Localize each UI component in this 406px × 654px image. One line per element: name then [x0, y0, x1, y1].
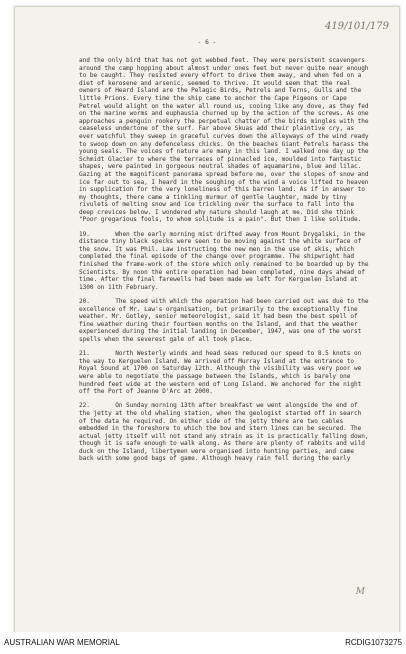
paragraph-number: 21. — [79, 350, 90, 358]
handwritten-initial: M — [355, 587, 365, 597]
paragraph-number: 22. — [79, 402, 90, 410]
paragraph — [79, 298, 371, 344]
paragraph-text: North Westerly winds and head seas reduced our speed to 8.5 knots on the way to Kerguelen Island. We arrived off Murray Island at the entrance to Royal Sound at 1700 on Saturday 12th. Although the visibility was very poor we were able to negotiate the passage between the Islands, which is barely one hundred feet wide at the western end of Long Island. We anchored for the night off the Port of Jeanne D'Arc at 2000. — [79, 350, 362, 396]
paragraph — [79, 402, 371, 463]
archive-id: RCDIG1073275 — [345, 638, 402, 647]
paragraph — [79, 57, 371, 224]
paragraph-text: The speed with which the operation had been carried out was due to the excellence of Mr. Law's organisation, but primarily to the exceptionally fine weather. Mr. Gotley, senior meteorologist, said it had been the best spell of fine weather during their fourteen months on the Island, and that the weather experienced during the initial landing in December, 1947, was one of the worst spells when the severest gale of all took place. — [79, 298, 369, 343]
archive-name: AUSTRALIAN WAR MEMORIAL — [4, 638, 120, 647]
paragraph-number: 19. — [79, 230, 90, 238]
paragraph-text: On Sunday morning 13th after breakfast we went alongside the end of the jetty at the old whaling station, when the geologist started off in search of the data he required. On either side of the jetty there are two cables embedded in the foreshore to which the bow and stern lines can be secured. The actual jetty itself will not stand any strain as it is practically falling down, though it is safe enough to walk along. As there are plenty of rabbits and wild duck on the Island, libertymen were organised into hunting parties, and came back with some good bags of game. Although heavy rain fell during the early — [79, 402, 369, 463]
page-number: - 6 - — [197, 39, 217, 46]
paragraph-text: and the only bird that has not got webbed feet. They were persistent scavengers around the camp hopping about almost under ones feet but never quite near enough to be caught. They resisted every effort to drive them away, and when fed on a diet of kerosene and arsenic, seemed to thrive. It would seem that the real owners of Heard Island are the Pelagic Birds, Petrels and Terns, Gulls and the little Prions. Every time the ship came to anchor the Cape Pigeons or Cape Petrel would alight on the water all round us, cooing like any dove, as they fed on the marine worms and euphausia churned up by the action of the screws. As one approaches a penguin rookery the perpetual chatter of the birds mingles with the ceaseless undertone of the surf. Far above Skuas add their plaintive cry, as ever watchful they sweep in graceful curves down the alleyways of the wind ready to swoop down on any defenceless chicks. On the beaches Giant Petrels harass the young seals. The voices of nature are many in this land. I walked one day up the Schmidt Glacier to where the terraces of pinnacled ice, moulded into fantastic shapes, were painted in gorgeous neutral shades of aquamarine, blue and lilac. Gazing at the magnificent panorama spread before me, over the slopes of snow and ice far out to sea, I heard in the soughing of the wind a voice lifted to heaven in supplication for the very loneliness of this barren land. As if in answer to my thoughts, there came a tinkling murmur of gentle laughter, made by tiny rivulets of melting snow and ice trickling over the surface to fall into the deep crevices below. I wondered why nature should laugh at me. Did she think "Poor gregarious fools, to whom solitude is a pain". But then I like solitude. — [79, 57, 369, 224]
paragraph — [79, 231, 371, 292]
handwritten-reference: 419/101/179 — [325, 21, 389, 32]
paragraph-text: When the early morning mist drifted away from Mount Drygalski, in the distance tiny black specks were seen to be moving against the white surface of the snow. It was Phil. Law instructing the new men in the use of skis, which completed the final episode of the change over programme. The shipwright had finished the frame-work of the store which only remained to be boarded up by the Scientists. By noon the entire operation had been completed, nine days ahead of time. After the final farewells had been made we left for Kerguelen Island at 1300 on 11th February. — [79, 230, 369, 291]
archive-footer — [0, 632, 406, 654]
body-text — [79, 57, 371, 470]
document-page — [14, 6, 400, 634]
paragraph — [79, 350, 371, 396]
paragraph-number: 20. — [79, 298, 90, 305]
